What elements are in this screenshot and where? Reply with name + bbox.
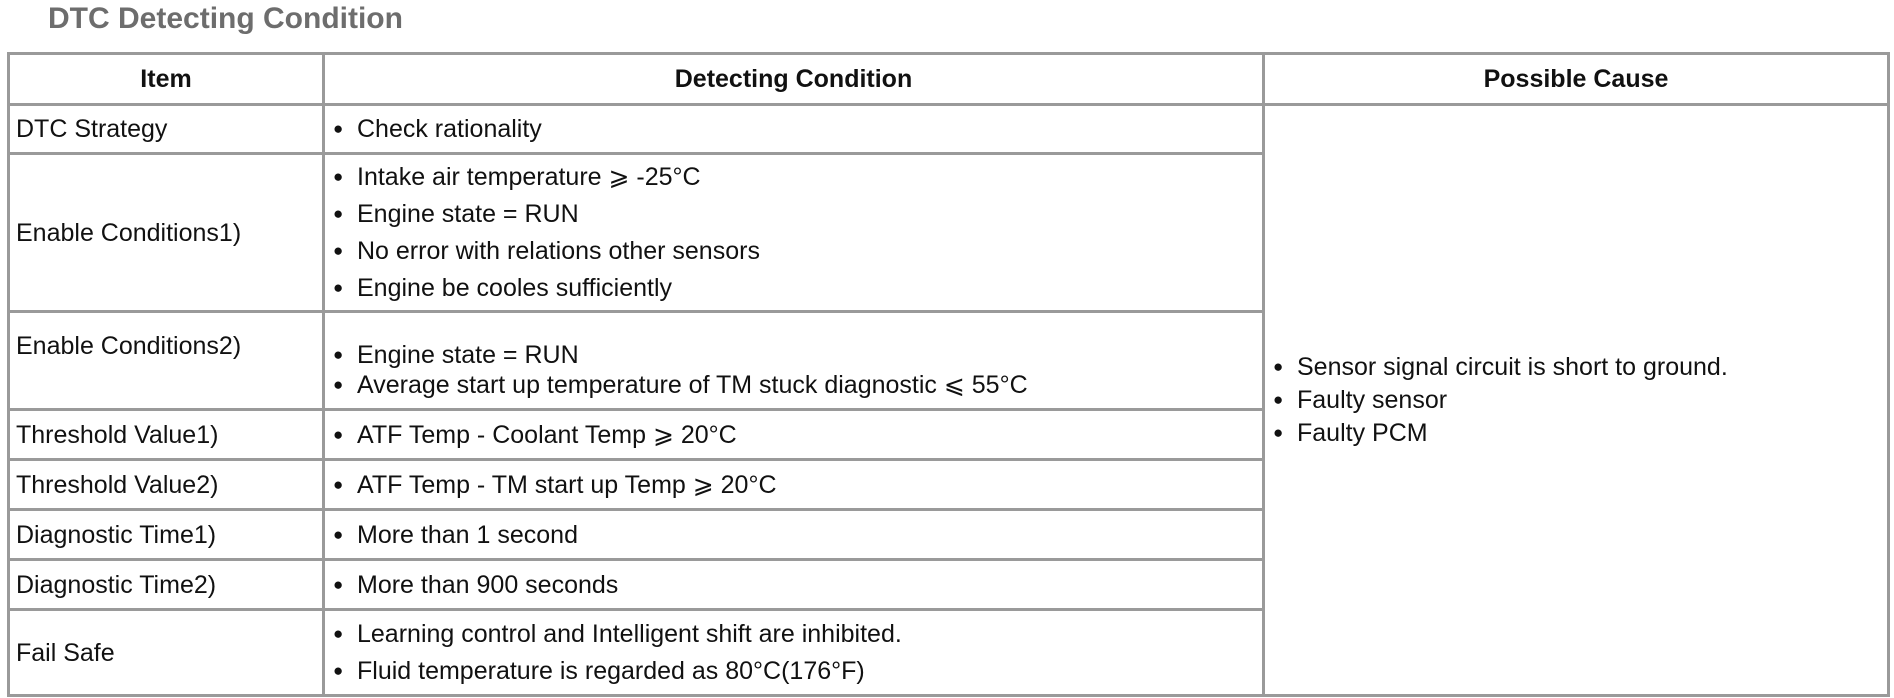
item-cell [9, 312, 324, 410]
condition-list [331, 162, 1256, 303]
list-item: ● Engine state = RUN [331, 199, 1256, 229]
list-item: ● Faulty PCM [1271, 418, 1881, 448]
condition-cell [324, 410, 1264, 460]
condition-list [331, 520, 1256, 550]
header-row [9, 54, 1889, 105]
item-label: Enable Conditions2) [16, 332, 242, 360]
condition-cell [324, 154, 1264, 312]
condition-cell [324, 312, 1264, 410]
list-item: ● Engine be cooles sufficiently [331, 273, 1256, 303]
list-item: ● Sensor signal circuit is short to ground. [1271, 352, 1881, 382]
list-item: ● ATF Temp - Coolant Temp ⩾ 20°C [331, 420, 1256, 450]
list-item: ● Intake air temperature ⩾ -25°C [331, 162, 1256, 192]
header-detecting-condition: Detecting Condition [324, 54, 1264, 105]
item-cell: DTC Strategy [9, 105, 324, 154]
list-item: ● Engine state = RUN [331, 340, 1256, 370]
item-cell: Threshold Value1) [9, 410, 324, 460]
list-item: ● Check rationality [331, 114, 1256, 144]
list-item: ● No error with relations other sensors [331, 236, 1256, 266]
list-item: ● Fluid temperature is regarded as 80°C(176°F) [331, 656, 1256, 686]
possible-cause-cell [1264, 105, 1889, 696]
page-title: DTC Detecting Condition [48, 2, 403, 35]
header-item: Item [9, 54, 324, 105]
condition-cell [324, 105, 1264, 154]
dtc-table [7, 52, 1890, 697]
list-item: ● More than 1 second [331, 520, 1256, 550]
condition-cell [324, 560, 1264, 610]
condition-list [331, 570, 1256, 600]
condition-cell [324, 510, 1264, 560]
item-cell: Fail Safe [9, 610, 324, 696]
table-row [9, 105, 1889, 154]
list-item: ● Faulty sensor [1271, 385, 1881, 415]
condition-list [331, 470, 1256, 500]
item-cell: Enable Conditions1) [9, 154, 324, 312]
list-item: ● Average start up temperature of TM stuck diagnostic ⩽ 55°C [331, 370, 1256, 400]
list-item: ● ATF Temp - TM start up Temp ⩾ 20°C [331, 470, 1256, 500]
condition-cell [324, 610, 1264, 696]
condition-list [331, 114, 1256, 144]
header-possible-cause: Possible Cause [1264, 54, 1889, 105]
cause-list [1271, 352, 1881, 448]
list-item: ● More than 900 seconds [331, 570, 1256, 600]
item-cell: Threshold Value2) [9, 460, 324, 510]
condition-cell [324, 460, 1264, 510]
item-cell: Diagnostic Time1) [9, 510, 324, 560]
condition-list [331, 420, 1256, 450]
condition-list [331, 619, 1256, 686]
condition-list [331, 340, 1256, 400]
item-cell: Diagnostic Time2) [9, 560, 324, 610]
list-item: ● Learning control and Intelligent shift are inhibited. [331, 619, 1256, 649]
